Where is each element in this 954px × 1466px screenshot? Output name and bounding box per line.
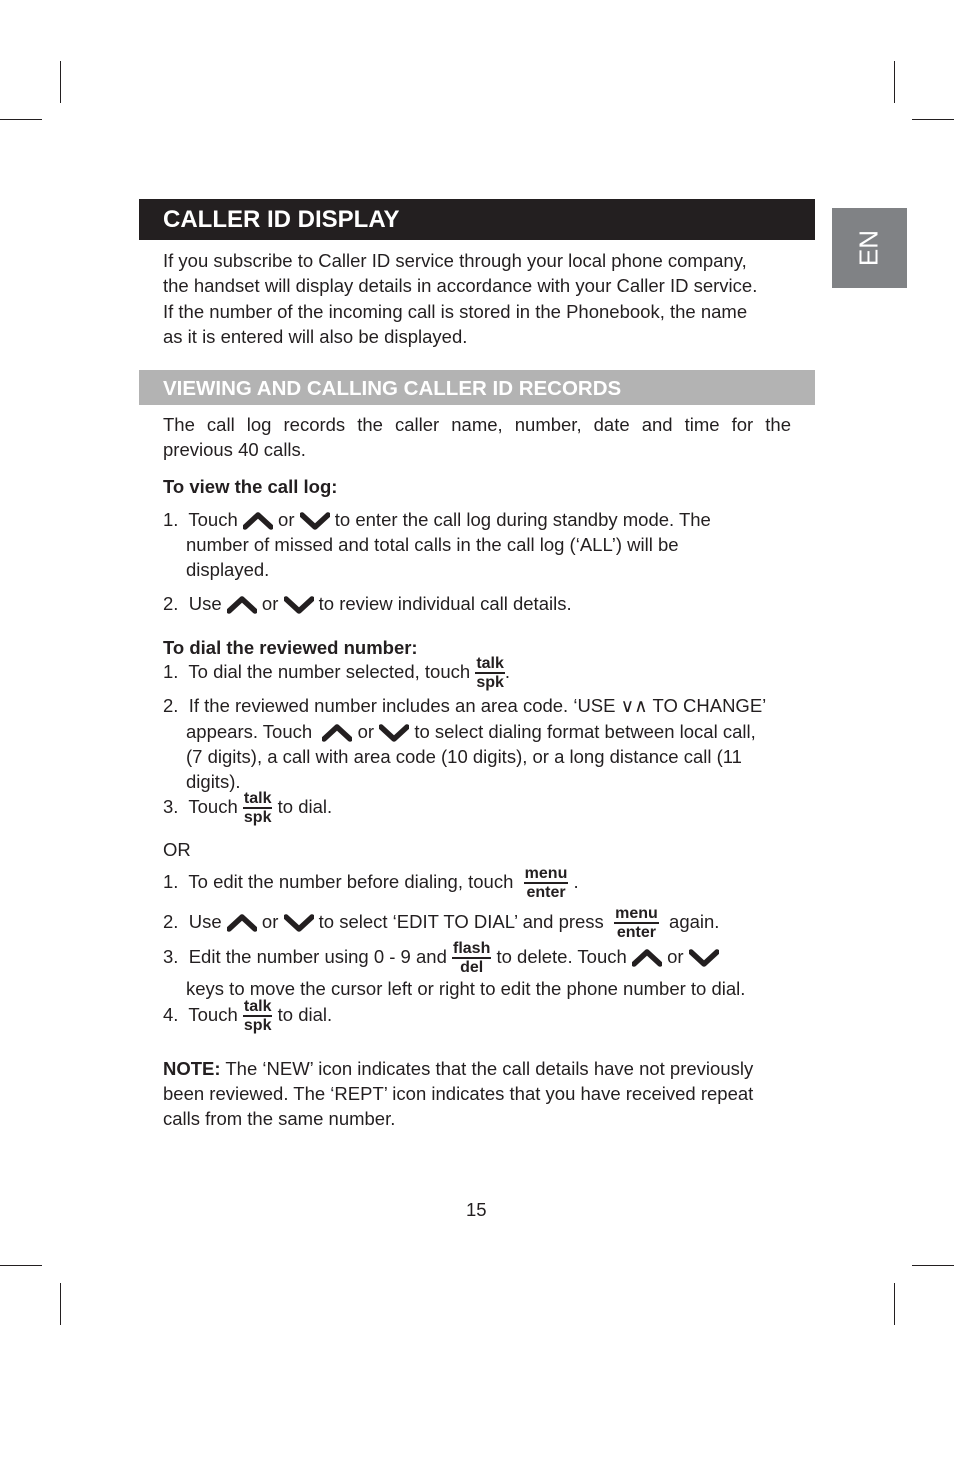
step-text: Touch: [188, 1003, 238, 1025]
chevron-down-icon: [379, 724, 409, 742]
chevron-up-icon: [227, 596, 257, 614]
step-text: to enter the call log during standby mode. The: [334, 509, 711, 530]
language-tab-label: EN: [853, 229, 884, 267]
subheading-view-call-log: To view the call log:: [163, 476, 338, 497]
list-item-continuation: [186, 719, 756, 744]
list-item: [163, 999, 332, 1033]
list-number: 2.: [163, 910, 179, 932]
note-line: been reviewed. The ‘REPT’ icon indicates that you have received repeat: [163, 1083, 754, 1104]
paragraph-line: as it is entered will also be displayed.: [163, 326, 468, 347]
list-number: 2.: [163, 593, 179, 614]
step-text: To edit the number before dialing, touch: [188, 870, 514, 892]
chevron-up-icon: [243, 512, 273, 530]
step-text: or: [357, 721, 375, 742]
chevron-up-icon: [322, 724, 352, 742]
note-line: [163, 1056, 753, 1081]
step-text: or: [667, 945, 684, 967]
crop-mark: [894, 61, 895, 103]
paragraph-line: If you subscribe to Caller ID service through your local phone company,: [163, 250, 747, 271]
paragraph-line: previous 40 calls.: [163, 439, 306, 460]
list-item: [163, 866, 579, 900]
crop-mark: [0, 1265, 42, 1266]
step-text: If the reviewed number includes an area code. ‘USE ∨∧ TO CHANGE’: [188, 695, 767, 716]
subheading-dial-reviewed: To dial the reviewed number:: [163, 637, 418, 658]
talk-spk-key-icon: talk spk: [243, 790, 272, 826]
step-text: to dial.: [277, 795, 333, 817]
step-text: Edit the number using 0 - 9 and: [188, 945, 447, 967]
paragraph-line: the handset will display details in accordance with your Caller ID service.: [163, 275, 758, 296]
list-number: 2.: [163, 695, 179, 716]
step-text: or: [278, 509, 295, 530]
chevron-down-icon: [689, 949, 719, 967]
step-text: Use: [188, 910, 222, 932]
step-text: to delete. Touch: [496, 945, 627, 967]
step-text: .: [573, 870, 579, 892]
list-number: 1.: [163, 660, 179, 682]
page-number: 15: [466, 1199, 487, 1220]
section-title: CALLER ID DISPLAY: [163, 206, 400, 233]
step-text: Use: [188, 593, 222, 614]
menu-enter-key-icon: menu enter: [615, 905, 658, 941]
note-text: The ‘NEW’ icon indicates that the call details have not previously: [220, 1058, 754, 1079]
step-text: .: [504, 660, 511, 682]
step-text: again.: [669, 910, 720, 932]
step-text: appears. Touch: [186, 721, 313, 742]
list-item-continuation: number of missed and total calls in the call log (‘ALL’) will be: [186, 534, 679, 555]
paragraph-line: The call log records the caller name, number, date and time for the: [163, 414, 791, 435]
note-line: calls from the same number.: [163, 1108, 396, 1129]
step-text: to review individual call details.: [318, 593, 572, 614]
step-text: or: [261, 593, 279, 614]
step-text: or: [261, 910, 279, 932]
chevron-up-icon: [227, 914, 257, 932]
crop-mark: [912, 119, 954, 120]
section-title: VIEWING AND CALLING CALLER ID RECORDS: [163, 377, 622, 400]
list-item: [163, 507, 711, 532]
list-item: [163, 791, 332, 825]
crop-mark: [60, 1283, 61, 1325]
talk-spk-key-icon: talk spk: [243, 998, 272, 1034]
list-item: [163, 693, 766, 718]
chevron-down-icon: [300, 512, 330, 530]
list-item-continuation: displayed.: [186, 559, 270, 580]
chevron-up-icon: [632, 949, 662, 967]
list-number: 3.: [163, 795, 179, 817]
list-number: 3.: [163, 945, 179, 967]
list-item-continuation: keys to move the cursor left or right to edit the phone number to dial.: [186, 978, 746, 999]
list-item: [163, 656, 510, 690]
flash-del-key-icon: flash del: [453, 940, 491, 976]
section-header-caller-id-display: [139, 199, 815, 240]
crop-mark: [60, 61, 61, 103]
chevron-down-icon: [284, 914, 314, 932]
note-label: NOTE:: [163, 1058, 221, 1079]
list-number: 1.: [163, 870, 179, 892]
section-header-viewing-records: [139, 370, 815, 405]
chevron-down-icon: [284, 596, 314, 614]
step-text: Touch: [188, 795, 238, 817]
crop-mark: [894, 1283, 895, 1325]
list-item-continuation: digits).: [186, 771, 241, 792]
crop-mark: [912, 1265, 954, 1266]
step-text: to select dialing format between local call,: [414, 721, 756, 742]
step-text: to select ‘EDIT TO DIAL’ and press: [318, 910, 604, 932]
step-text: Touch: [188, 509, 238, 530]
step-text: to dial.: [277, 1003, 333, 1025]
menu-enter-key-icon: menu enter: [524, 865, 568, 901]
talk-spk-key-icon: talk spk: [476, 655, 504, 691]
list-number: 1.: [163, 509, 179, 530]
list-item: [163, 941, 719, 975]
or-label: OR: [163, 839, 191, 860]
list-number: 4.: [163, 1003, 179, 1025]
paragraph-line: If the number of the incoming call is stored in the Phonebook, the name: [163, 301, 748, 322]
crop-mark: [0, 119, 42, 120]
language-tab: [832, 208, 907, 288]
list-item: [163, 906, 719, 940]
list-item-continuation: (7 digits), a call with area code (10 digits), or a long distance call (11: [186, 746, 742, 767]
step-text: To dial the number selected, touch: [188, 660, 471, 682]
list-item: [163, 591, 572, 616]
